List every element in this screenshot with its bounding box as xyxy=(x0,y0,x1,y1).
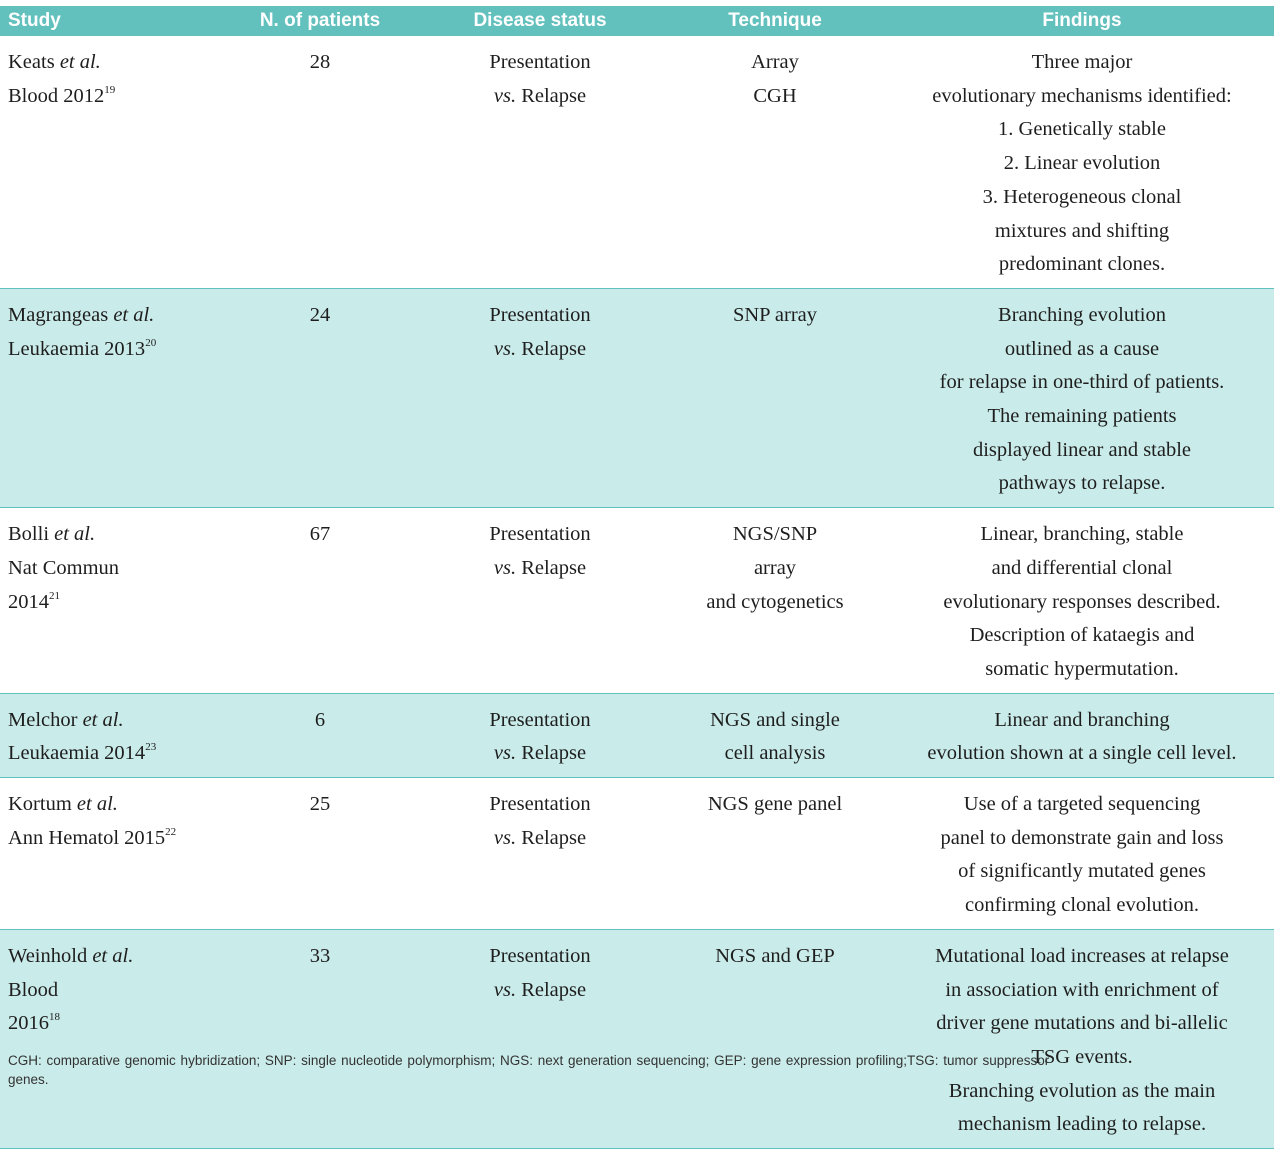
findings-line: Mutational load increases at relapse xyxy=(935,944,1229,967)
findings-line: Three major xyxy=(1031,51,1133,73)
findings-line: somatic hypermutation. xyxy=(985,657,1179,680)
author-name: Keats xyxy=(8,51,55,73)
findings-line: 1. Genetically stable xyxy=(998,118,1166,141)
patients-cell xyxy=(220,778,420,930)
study-authors xyxy=(8,299,214,333)
findings-line: evolutionary mechanisms identified: xyxy=(932,84,1232,107)
author-name: Melchor xyxy=(8,708,78,731)
findings-line: outlined as a cause xyxy=(1004,337,1160,360)
et-al: et al. xyxy=(113,303,155,326)
status-presentation: Presentation xyxy=(489,51,591,73)
versus-label: vs. xyxy=(493,337,517,360)
status-presentation: Presentation xyxy=(489,944,591,967)
findings-cell xyxy=(890,36,1274,288)
study-cell xyxy=(0,36,220,288)
status-relapse: Relapse xyxy=(521,337,587,360)
technique-line: CGH xyxy=(753,84,797,107)
findings-line: of significantly mutated genes xyxy=(958,860,1206,883)
et-al: et al. xyxy=(59,51,101,73)
reference-number: 21 xyxy=(49,589,60,602)
findings-line: Use of a targeted sequencing xyxy=(963,793,1201,816)
patients-cell xyxy=(220,508,420,694)
technique-line: NGS and GEP xyxy=(715,944,835,967)
study-cell xyxy=(0,288,220,507)
table-body xyxy=(0,36,1274,1149)
status-comparison xyxy=(426,737,654,771)
journal-name: Leukaemia 2014 xyxy=(8,742,146,765)
study-cell xyxy=(0,778,220,930)
author-name: Bolli xyxy=(8,523,50,546)
status-presentation: Presentation xyxy=(489,708,591,731)
table-row xyxy=(0,36,1274,288)
findings-line: The remaining patients xyxy=(987,405,1177,428)
reference-number: 23 xyxy=(145,741,157,754)
study-journal xyxy=(8,974,214,1008)
header-patients: N. of patients xyxy=(220,6,420,36)
technique-line: NGS/SNP xyxy=(732,523,818,546)
header-findings: Findings xyxy=(890,6,1274,36)
et-al: et al. xyxy=(54,523,96,546)
status-presentation: Presentation xyxy=(489,303,591,326)
author-name: Weinhold xyxy=(8,944,88,967)
status-presentation: Presentation xyxy=(489,523,591,546)
findings-line: mixtures and shifting xyxy=(994,219,1170,242)
status-comparison xyxy=(426,80,654,114)
journal-name: Nat Commun xyxy=(8,556,120,579)
study-year xyxy=(8,1007,214,1041)
findings-line: and differential clonal xyxy=(991,556,1173,579)
study-cell xyxy=(0,693,220,777)
versus-label: vs. xyxy=(493,742,517,765)
technique-cell xyxy=(660,778,890,930)
table-header xyxy=(0,6,1274,36)
technique-cell xyxy=(660,929,890,1148)
findings-cell xyxy=(890,929,1274,1148)
technique-cell xyxy=(660,36,890,288)
status-comparison xyxy=(426,552,654,586)
status-comparison xyxy=(426,974,654,1008)
journal-year: 2014 xyxy=(8,590,49,613)
technique-line: and cytogenetics xyxy=(706,590,844,613)
findings-line: Linear and branching xyxy=(994,708,1170,731)
findings-line: for relapse in one-third of patients. xyxy=(939,371,1225,394)
technique-line: Array xyxy=(751,51,799,73)
findings-cell xyxy=(890,693,1274,777)
author-name: Kortum xyxy=(8,793,72,816)
study-authors xyxy=(8,940,214,974)
patient-count: 25 xyxy=(309,793,331,816)
journal-year: 2016 xyxy=(8,1012,49,1035)
patient-count: 24 xyxy=(309,303,331,326)
study-journal xyxy=(8,333,214,367)
findings-line: Branching evolution as the main xyxy=(948,1079,1216,1102)
study-authors xyxy=(8,46,214,80)
table-row xyxy=(0,288,1274,507)
findings-line: driver gene mutations and bi-allelic xyxy=(936,1012,1228,1035)
findings-line: pathways to relapse. xyxy=(998,472,1166,495)
study-journal xyxy=(8,80,214,114)
findings-cell xyxy=(890,508,1274,694)
findings-line: TSG events. xyxy=(1031,1045,1133,1068)
disease-status-cell xyxy=(420,778,660,930)
study-authors xyxy=(8,704,214,738)
et-al: et al. xyxy=(92,944,134,967)
findings-cell xyxy=(890,778,1274,930)
study-authors xyxy=(8,518,214,552)
study-journal xyxy=(8,737,214,771)
findings-line: displayed linear and stable xyxy=(972,438,1192,461)
study-cell xyxy=(0,929,220,1148)
technique-line: SNP array xyxy=(732,303,818,326)
footnote-line: genes. xyxy=(8,1072,49,1087)
patients-cell xyxy=(220,36,420,288)
patient-count: 33 xyxy=(309,944,331,967)
versus-label: vs. xyxy=(493,978,517,1001)
journal-name: Leukaemia 2013 xyxy=(8,337,146,360)
study-cell xyxy=(0,508,220,694)
study-journal xyxy=(8,822,214,856)
patient-count: 6 xyxy=(314,708,326,731)
table-row xyxy=(0,929,1274,1148)
findings-line: Description of kataegis and xyxy=(969,624,1195,647)
disease-status-cell xyxy=(420,36,660,288)
table-row xyxy=(0,778,1274,930)
et-al: et al. xyxy=(76,793,118,816)
study-authors xyxy=(8,788,214,822)
table-row xyxy=(0,693,1274,777)
study-year xyxy=(8,586,214,620)
findings-line: evolutionary responses described. xyxy=(943,590,1221,613)
reference-number: 20 xyxy=(145,336,157,349)
reference-number: 18 xyxy=(49,1011,60,1024)
findings-line: mechanism leading to relapse. xyxy=(957,1113,1207,1136)
disease-status-cell xyxy=(420,508,660,694)
table-footnote xyxy=(8,1051,1270,1089)
et-al: et al. xyxy=(82,708,124,731)
author-name: Magrangeas xyxy=(8,303,109,326)
reference-number: 22 xyxy=(165,825,177,838)
status-relapse: Relapse xyxy=(521,826,587,849)
disease-status-cell xyxy=(420,929,660,1148)
findings-line: confirming clonal evolution. xyxy=(965,894,1199,917)
technique-cell xyxy=(660,693,890,777)
versus-label: vs. xyxy=(493,556,517,579)
status-comparison xyxy=(426,333,654,367)
disease-status-cell xyxy=(420,288,660,507)
journal-name: Blood xyxy=(8,978,59,1001)
versus-label: vs. xyxy=(493,84,517,107)
study-journal xyxy=(8,552,214,586)
patients-cell xyxy=(220,288,420,507)
patients-cell xyxy=(220,693,420,777)
findings-line: 3. Heterogeneous clonal xyxy=(982,185,1182,208)
patients-cell xyxy=(220,929,420,1148)
patient-count: 28 xyxy=(309,51,331,73)
results-table-container xyxy=(0,6,1274,1149)
header-study: Study xyxy=(0,6,220,36)
patient-count: 67 xyxy=(309,523,331,546)
results-table xyxy=(0,6,1274,1149)
findings-line: predominant clones. xyxy=(998,253,1166,276)
journal-name: Ann Hematol 2015 xyxy=(8,826,166,849)
status-relapse: Relapse xyxy=(521,556,587,579)
header-disease-status: Disease status xyxy=(420,6,660,36)
footnote-line: CGH: comparative genomic hybridization; SNP: single nucleotide polymorphism; NGS: next generation sequencing; GEP: gene expression profiling;TSG: tumor suppressor xyxy=(8,1053,1050,1068)
versus-label: vs. xyxy=(493,826,517,849)
status-relapse: Relapse xyxy=(521,84,587,107)
status-presentation: Presentation xyxy=(489,793,591,816)
reference-number: 19 xyxy=(104,83,116,96)
header-row xyxy=(0,6,1274,36)
findings-line: in association with enrichment of xyxy=(945,978,1219,1001)
findings-line: evolution shown at a single cell level. xyxy=(927,742,1237,765)
technique-cell xyxy=(660,508,890,694)
findings-line: panel to demonstrate gain and loss xyxy=(940,826,1224,849)
technique-line: NGS and single xyxy=(710,708,840,731)
technique-line: cell analysis xyxy=(724,742,826,765)
journal-name: Blood 2012 xyxy=(8,84,105,107)
findings-line: Linear, branching, stable xyxy=(980,523,1184,546)
disease-status-cell xyxy=(420,693,660,777)
header-technique: Technique xyxy=(660,6,890,36)
findings-cell xyxy=(890,288,1274,507)
status-relapse: Relapse xyxy=(521,978,587,1001)
technique-line: array xyxy=(753,556,797,579)
technique-cell xyxy=(660,288,890,507)
findings-line: 2. Linear evolution xyxy=(1003,152,1161,175)
status-comparison xyxy=(426,822,654,856)
technique-line: NGS gene panel xyxy=(707,793,843,816)
findings-line: Branching evolution xyxy=(998,303,1166,326)
status-relapse: Relapse xyxy=(521,742,587,765)
table-row xyxy=(0,508,1274,694)
